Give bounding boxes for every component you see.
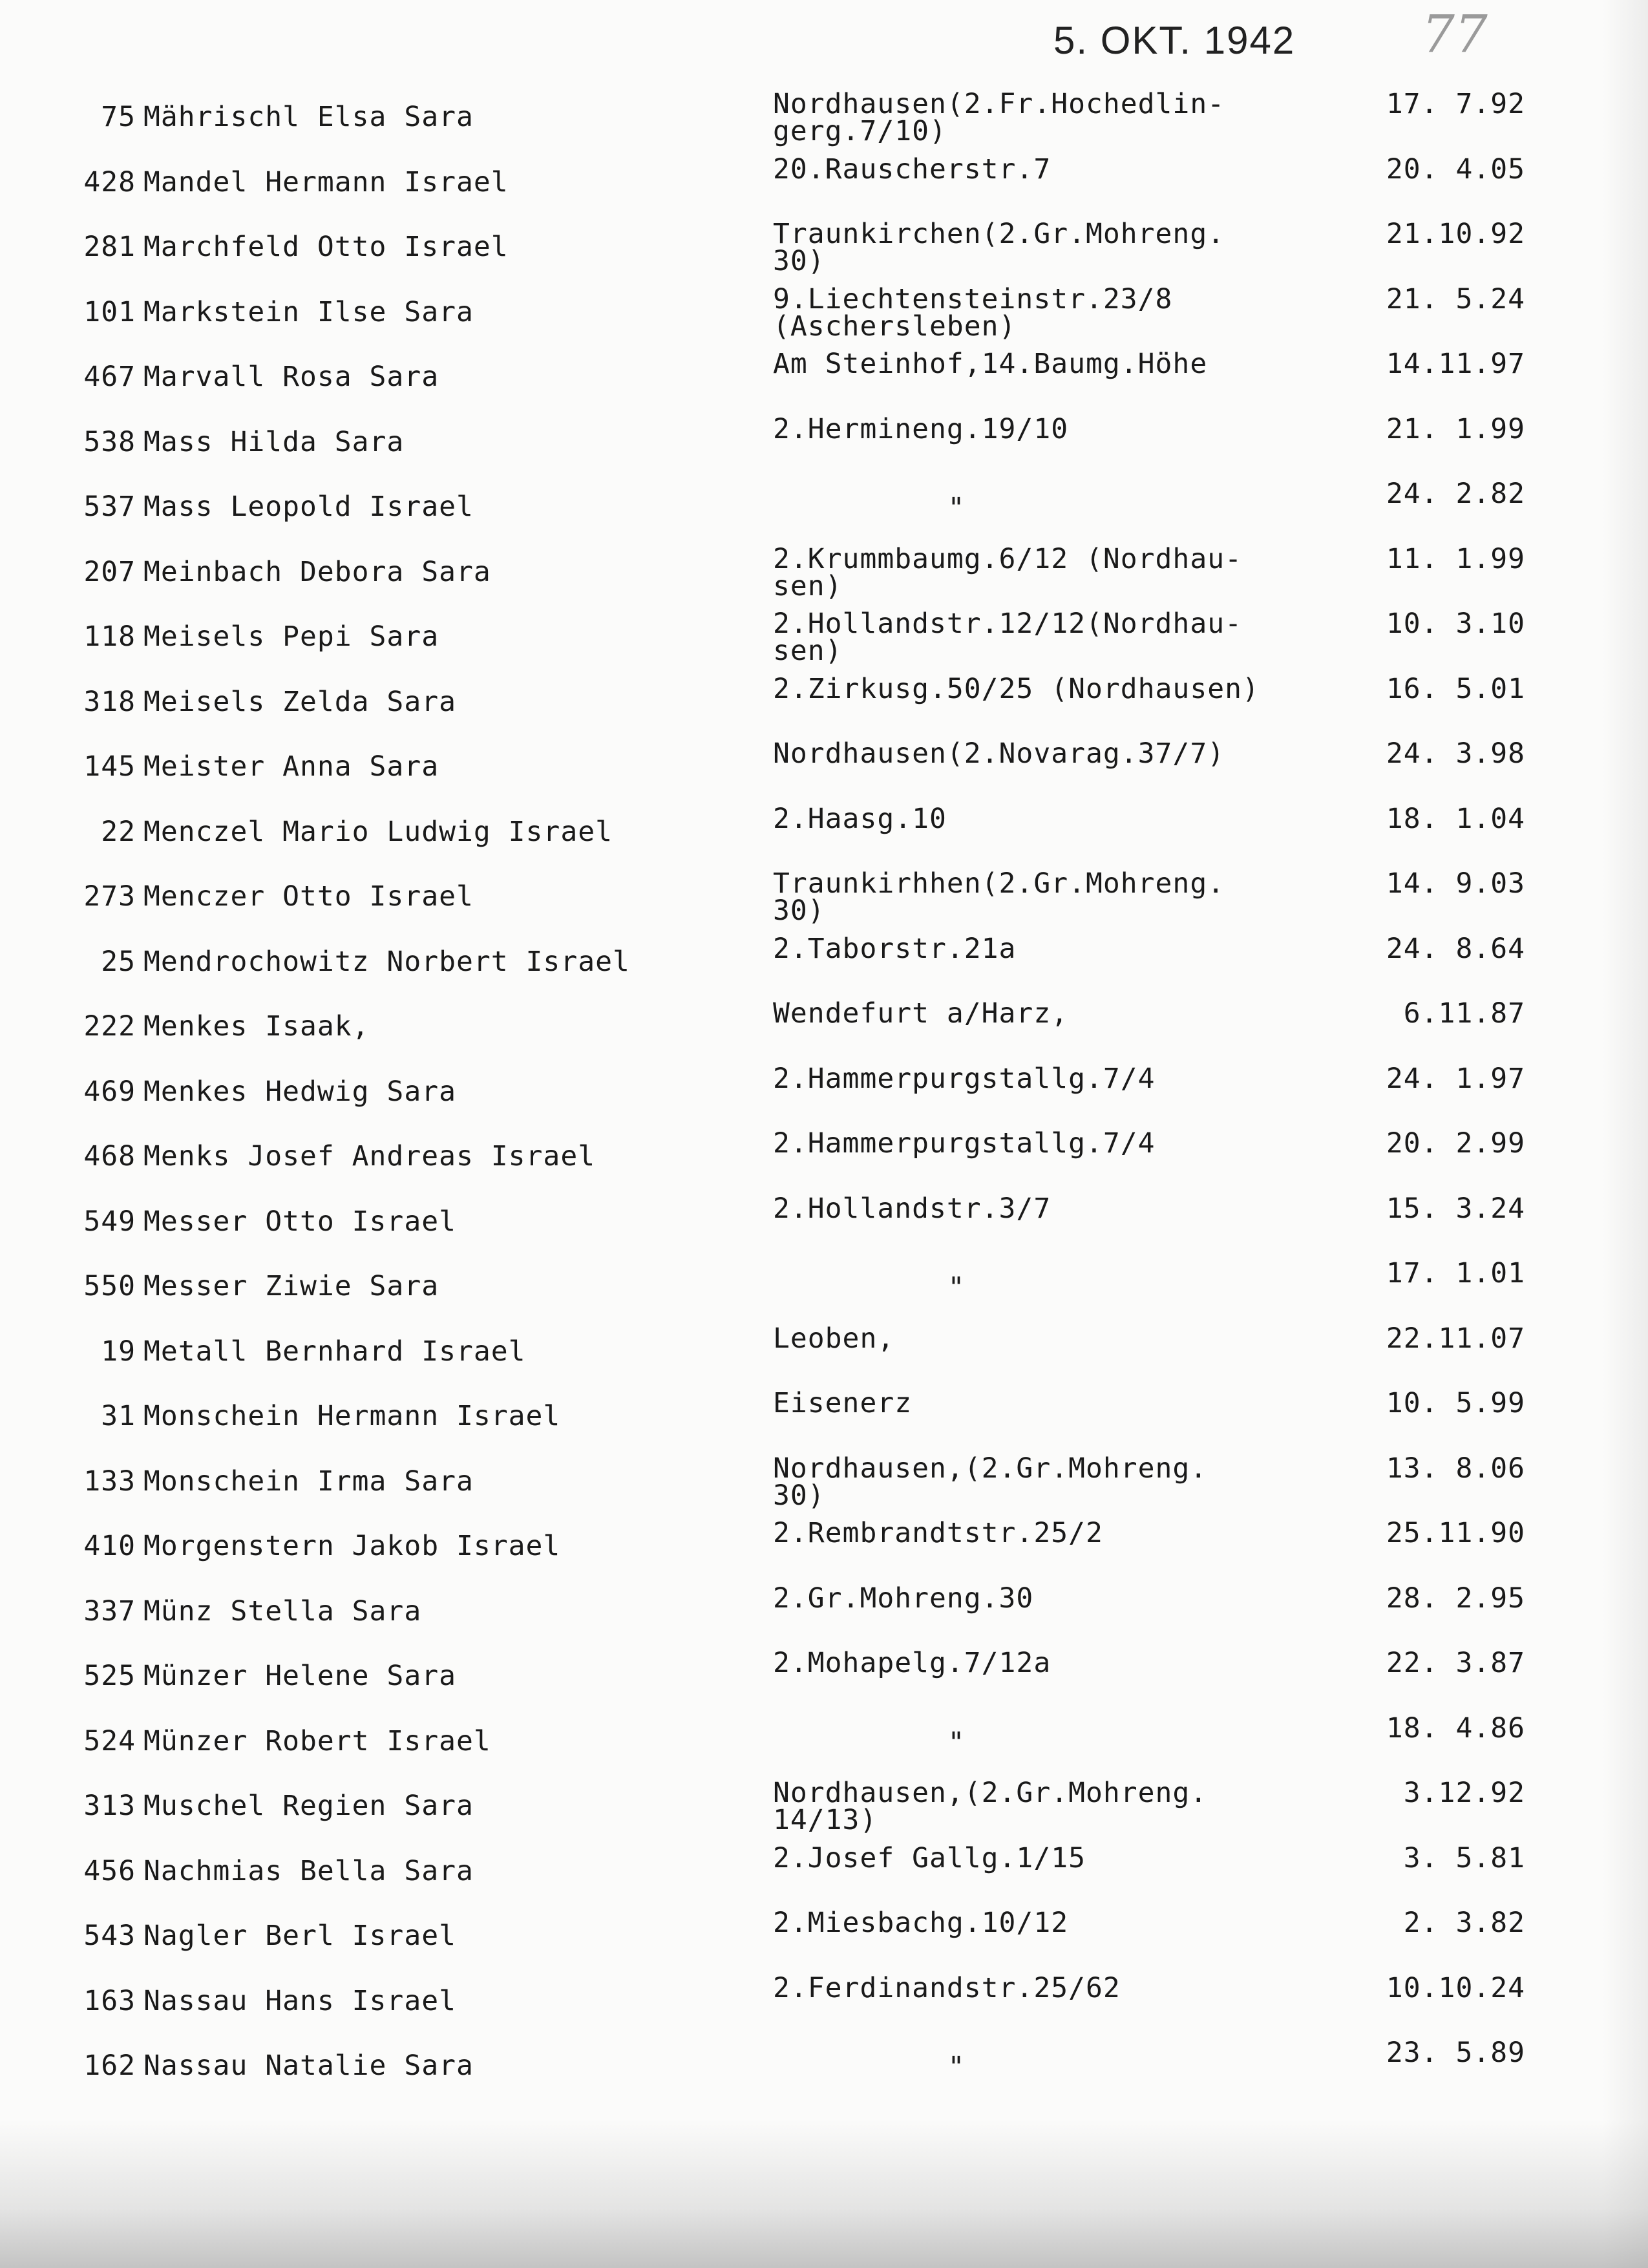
entry-address: 2.Ferdinandstr.25/62 [773,1971,1121,2004]
entry-name: Menczel Mario Ludwig Israel [143,815,613,848]
entry-number: 145 [83,750,136,783]
entry-birthdate: 20. 2.99 [1386,1127,1525,1160]
entry-number: 456 [83,1854,136,1887]
entry-number: 31 [101,1400,136,1432]
entry-address: 9.Liechtensteinstr.23/8 (Aschersleben) [773,282,1173,343]
entry-birthdate: 21. 1.99 [1386,412,1525,445]
entry-number: 468 [83,1140,136,1172]
entry-birthdate: 14.11.97 [1386,348,1525,380]
entry-name: Mendrochowitz Norbert Israel [143,945,630,978]
entry-birthdate: 18. 1.04 [1386,802,1525,835]
entry-number: 543 [83,1920,136,1952]
entry-address: 2.Rembrandtstr.25/2 [773,1517,1103,1549]
entry-number: 538 [83,425,136,458]
entry-birthdate: 18. 4.86 [1386,1712,1525,1744]
list-item [0,350,1648,416]
entry-name: Mass Leopold Israel [143,491,474,523]
entry-address: 2.Miesbachg.10/12 [773,1907,1069,1939]
entry-number: 549 [83,1205,136,1238]
entry-address: 2.Hollandstr.3/7 [773,1192,1051,1225]
entry-name: Münzer Robert Israel [143,1724,491,1757]
entry-number: 222 [83,1010,136,1043]
list-item [0,412,1648,481]
entry-number: 469 [83,1075,136,1108]
entry-number: 133 [83,1465,136,1498]
entry-number: 118 [83,620,136,653]
list-item [0,90,1648,156]
entry-number: 313 [83,1790,136,1822]
entry-birthdate: 16. 5.01 [1386,672,1525,705]
entry-birthdate: 6.11.87 [1403,997,1525,1030]
entry-number: 207 [83,555,136,588]
list-item [0,220,1648,286]
entry-number: 162 [83,2050,136,2082]
entry-name: Messer Ziwie Sara [143,1270,439,1302]
entry-address: " [947,492,966,524]
entry-number: 163 [83,1984,136,2017]
entry-number: 337 [83,1595,136,1627]
entry-name: Menkes Isaak, [143,1010,370,1043]
entry-name: Menczer Otto Israel [143,880,474,913]
list-item [0,997,1648,1065]
entry-birthdate: 25.11.90 [1386,1517,1525,1549]
entry-address: 2.Gr.Mohreng.30 [773,1582,1034,1615]
entry-number: 75 [101,101,136,133]
entry-birthdate: 22. 3.87 [1386,1647,1525,1679]
entry-birthdate: 21. 5.24 [1386,282,1525,315]
entry-name: Meinbach Debora Sara [143,555,491,588]
entry-number: 281 [83,231,136,263]
entry-name: Markstein Ilse Sara [143,295,474,328]
list-item [0,1387,1648,1455]
entry-number: 525 [83,1660,136,1692]
list-item [0,1712,1648,1780]
entry-birthdate: 24. 2.82 [1386,478,1525,510]
entry-birthdate: 24. 8.64 [1386,932,1525,965]
entry-birthdate: 23. 5.89 [1386,2037,1525,2069]
list-item [0,1779,1648,1845]
entry-name: Menkes Hedwig Sara [143,1075,456,1108]
entry-address: Nordhausen(2.Fr.Hochedlin- gerg.7/10) [773,88,1225,147]
entry-address: 2.Hammerpurgstallg.7/4 [773,1062,1156,1095]
entry-address: 2.Zirkusg.50/25 (Nordhausen) [773,672,1260,705]
entry-birthdate: 10.10.24 [1386,1971,1525,2004]
list-item [0,153,1648,221]
entry-name: Nassau Natalie Sara [143,2050,474,2082]
entry-birthdate: 20. 4.05 [1386,153,1525,185]
entry-number: 537 [83,491,136,523]
list-item [0,282,1648,351]
entry-birthdate: 3. 5.81 [1403,1841,1525,1874]
entry-address: 2.Hammerpurgstallg.7/4 [773,1127,1156,1160]
entry-birthdate: 24. 3.98 [1386,737,1525,770]
entry-name: Nassau Hans Israel [143,1984,456,2017]
list-item [0,1517,1648,1585]
entry-address: " [947,2051,966,2083]
entry-name: Mass Hilda Sara [143,425,405,458]
entry-number: 467 [83,361,136,393]
entry-address: 2.Haasg.10 [773,802,947,835]
entry-list [0,90,1648,2104]
list-item [0,1582,1648,1650]
entry-name: Meisels Zelda Sara [143,685,456,718]
entry-number: 22 [101,815,136,848]
entry-birthdate: 2. 3.82 [1403,1907,1525,1939]
entry-name: Marvall Rosa Sara [143,361,439,393]
entry-name: Nachmias Bella Sara [143,1854,474,1887]
entry-name: Monschein Irma Sara [143,1465,474,1498]
entry-number: 550 [83,1270,136,1302]
list-item [0,1971,1648,2040]
entry-address: 2.Mohapelg.7/12a [773,1647,1051,1679]
entry-name: Meisels Pepi Sara [143,620,439,653]
list-item [0,1257,1648,1325]
list-item [0,1127,1648,1195]
page-number: 77 [1422,4,1488,64]
entry-birthdate: 17. 1.01 [1386,1257,1525,1289]
entry-address: Nordhausen,(2.Gr.Mohreng. 30) [773,1452,1208,1512]
entry-name: Menks Josef Andreas Israel [143,1140,596,1172]
entry-birthdate: 21.10.92 [1386,218,1525,250]
entry-address: Leoben, [773,1322,895,1355]
entry-birthdate: 15. 3.24 [1386,1192,1525,1225]
list-item [0,672,1648,741]
entry-address: Am Steinhof,14.Baumg.Höhe [773,348,1208,380]
list-item [0,2039,1648,2104]
list-item [0,1841,1648,1910]
entry-birthdate: 3.12.92 [1403,1777,1525,1809]
entry-birthdate: 13. 8.06 [1386,1452,1525,1485]
entry-address: " [947,1271,966,1304]
entry-address: Traunkirhhen(2.Gr.Mohreng. 30) [773,867,1225,927]
entry-name: Meister Anna Sara [143,750,439,783]
entry-name: Monschein Hermann Israel [143,1400,561,1432]
entry-address: 2.Taborstr.21a [773,932,1017,965]
entry-name: Nagler Berl Israel [143,1920,456,1952]
entry-name: Marchfeld Otto Israel [143,231,509,263]
entry-name: Messer Otto Israel [143,1205,456,1238]
entry-address: Nordhausen,(2.Gr.Mohreng. 14/13) [773,1777,1208,1836]
list-item [0,1452,1648,1520]
entry-birthdate: 10. 3.10 [1386,608,1525,640]
scan-edge-shadow [1603,0,1648,2268]
entry-address: Nordhausen(2.Novarag.37/7) [773,737,1225,770]
entry-address: Wendefurt a/Harz, [773,997,1069,1030]
list-item [0,1649,1648,1715]
entry-address: 2.Hollandstr.12/12(Nordhau- sen) [773,608,1242,667]
entry-name: Muschel Regien Sara [143,1790,474,1822]
entry-name: Morgenstern Jakob Israel [143,1530,561,1562]
list-item [0,802,1648,871]
entry-birthdate: 14. 9.03 [1386,867,1525,900]
entry-name: Münzer Helene Sara [143,1660,456,1692]
list-item [0,1909,1648,1975]
entry-number: 101 [83,295,136,328]
entry-number: 273 [83,880,136,913]
entry-number: 524 [83,1724,136,1757]
entry-birthdate: 17. 7.92 [1386,88,1525,120]
entry-address: Traunkirchen(2.Gr.Mohreng. 30) [773,218,1225,277]
list-item [0,932,1648,1001]
entry-name: Mandel Hermann Israel [143,165,509,198]
list-item [0,542,1648,611]
date-stamp: 5. OKT. 1942 [1053,19,1296,62]
entry-name: Münz Stella Sara [143,1595,422,1627]
entry-birthdate: 24. 1.97 [1386,1062,1525,1095]
list-item [0,1322,1648,1390]
entry-birthdate: 11. 1.99 [1386,542,1525,575]
entry-address: 2.Josef Gallg.1/15 [773,1841,1086,1874]
entry-address: 2.Krummbaumg.6/12 (Nordhau- sen) [773,542,1242,602]
list-item [0,1062,1648,1130]
entry-address: 2.Hermineng.19/10 [773,412,1069,445]
list-item [0,867,1648,935]
entry-number: 428 [83,165,136,198]
entry-address: 20.Rauscherstr.7 [773,153,1051,185]
list-item [0,737,1648,805]
entry-number: 318 [83,685,136,718]
list-item [0,480,1648,546]
entry-address: Eisenerz [773,1387,913,1419]
entry-number: 410 [83,1530,136,1562]
entry-birthdate: 22.11.07 [1386,1322,1525,1355]
list-item [0,610,1648,675]
entry-name: Metall Bernhard Israel [143,1335,526,1368]
list-item [0,1192,1648,1260]
entry-number: 25 [101,945,136,978]
entry-name: Mährischl Elsa Sara [143,101,474,133]
entry-birthdate: 28. 2.95 [1386,1582,1525,1615]
entry-address: " [947,1726,966,1759]
entry-birthdate: 10. 5.99 [1386,1387,1525,1419]
entry-number: 19 [101,1335,136,1368]
scan-bottom-smudge [0,2119,1648,2268]
